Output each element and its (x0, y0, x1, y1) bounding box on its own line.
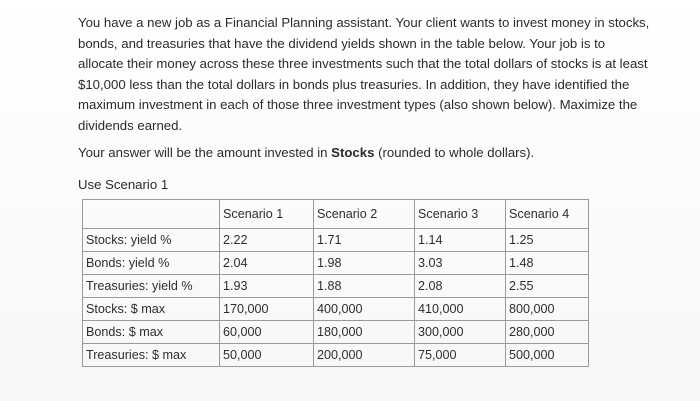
answer-prefix: Your answer will be the amount invested in (78, 145, 332, 160)
table-cell: 180,000 (314, 321, 415, 344)
table-cell: 170,000 (220, 298, 314, 321)
problem-line: You have a new job as a Financial Planning assistant. Your client wants to invest money in stocks, (78, 15, 650, 30)
problem-line: maximum investment in each of those three investment types (also shown below). Maximize the (78, 97, 638, 112)
table-cell: 500,000 (506, 344, 589, 367)
scenario-table (82, 199, 589, 367)
table-row (83, 252, 589, 275)
row-label-cell: Stocks: $ max (83, 298, 220, 321)
table-cell: 1.98 (314, 252, 415, 275)
table-row (83, 275, 589, 298)
answer-instruction (78, 143, 678, 164)
problem-line: dividends earned. (78, 117, 183, 133)
table-cell: 400,000 (314, 298, 415, 321)
table-cell: 2.04 (220, 252, 314, 275)
table-cell: 1.25 (506, 229, 589, 252)
scenario-label: Use Scenario 1 (78, 177, 169, 192)
row-label-cell: Stocks: yield % (83, 229, 220, 252)
table-cell: 410,000 (415, 298, 506, 321)
answer-suffix: (rounded to whole dollars). (374, 145, 535, 160)
problem-line: bonds, and treasuries that have the dividend yields shown in the table below. Your job is to (78, 35, 606, 51)
table-row (83, 229, 589, 252)
table-row (83, 298, 589, 321)
table-cell: 1.93 (220, 275, 314, 298)
table-header-row (83, 200, 589, 229)
table-row (83, 321, 589, 344)
table-cell: 1.48 (506, 252, 589, 275)
table-cell: 280,000 (506, 321, 589, 344)
table-header-cell: Scenario 3 (415, 200, 506, 229)
table-cell: 60,000 (220, 321, 314, 344)
problem-description (78, 13, 678, 136)
answer-bold: Stocks (331, 145, 375, 160)
table-cell: 1.14 (415, 229, 506, 252)
table-header-cell: Scenario 1 (220, 200, 314, 229)
table-row (83, 344, 589, 367)
table-cell: 2.55 (506, 275, 589, 298)
table-header-corner (83, 200, 220, 229)
table-cell: 2.22 (220, 229, 314, 252)
table-cell: 1.71 (314, 229, 415, 252)
table-cell: 800,000 (506, 298, 589, 321)
problem-line: $10,000 less than the total dollars in bonds plus treasuries. In addition, they have identified the (78, 76, 630, 92)
table-cell: 75,000 (415, 344, 506, 367)
row-label-cell: Treasuries: $ max (83, 344, 220, 367)
table-cell: 1.88 (314, 275, 415, 298)
table-cell: 2.08 (415, 275, 506, 298)
table-header-cell: Scenario 2 (314, 200, 415, 229)
table-cell: 50,000 (220, 344, 314, 367)
problem-line: allocate their money across these three investments such that the total dollars of stocks is at least (78, 56, 648, 71)
table-cell: 300,000 (415, 321, 506, 344)
table-header-cell: Scenario 4 (506, 200, 589, 229)
row-label-cell: Treasuries: yield % (83, 275, 220, 298)
table-cell: 3.03 (415, 252, 506, 275)
table-cell: 200,000 (314, 344, 415, 367)
row-label-cell: Bonds: yield % (83, 252, 220, 275)
row-label-cell: Bonds: $ max (83, 321, 220, 344)
